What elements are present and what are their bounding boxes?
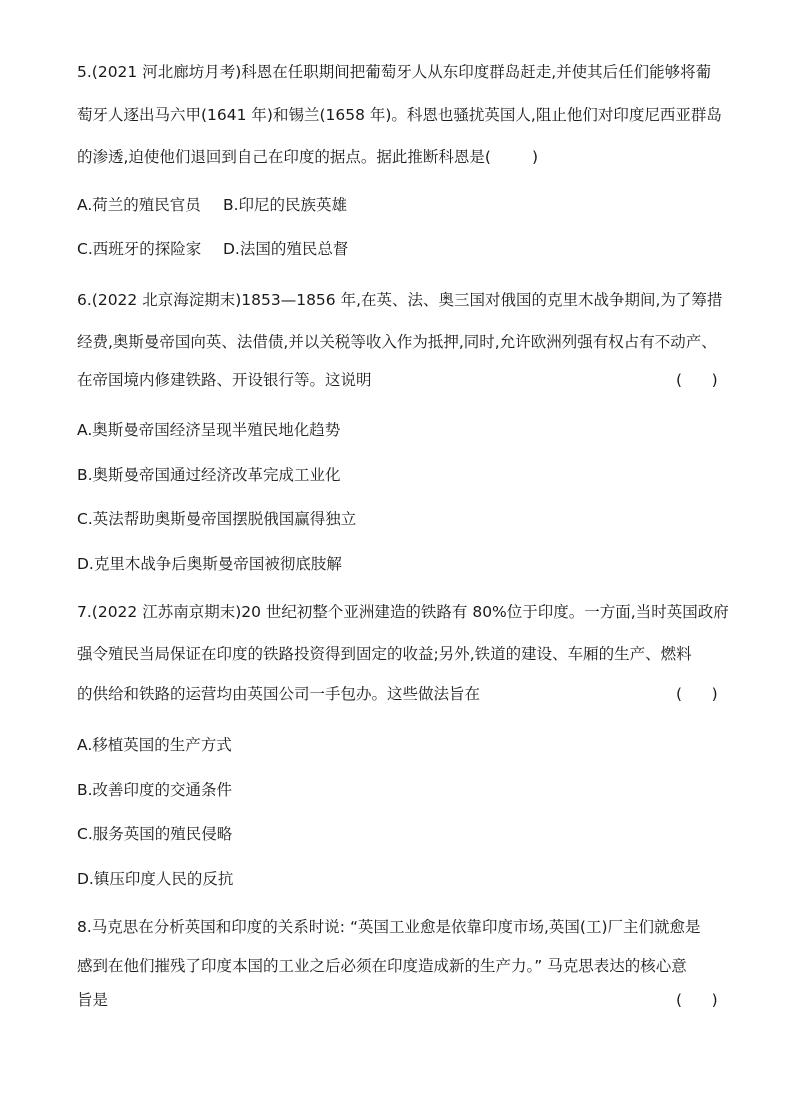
question-6-option-d[interactable]: D.克里木战争后奥斯曼帝国被彻底肢解 bbox=[77, 555, 342, 573]
question-7-option-c[interactable]: C.服务英国的殖民侵略 bbox=[77, 825, 233, 843]
question-7-line-1: 7.(2022 江苏南京期末)20 世纪初整个亚洲建造的铁路有 80%位于印度。一方面,当时英国政府 bbox=[77, 603, 729, 621]
question-6-answer-paren[interactable]: ( ) bbox=[676, 371, 718, 389]
question-6-option-a[interactable]: A.奥斯曼帝国经济呈现半殖民地化趋势 bbox=[77, 421, 341, 439]
question-7-line-3: 的供给和铁路的运营均由英国公司一手包办。这些做法旨在 bbox=[77, 685, 481, 703]
question-5-line-2: 萄牙人逐出马六甲(1641 年)和锡兰(1658 年)。科恩也骚扰英国人,阻止他们对印度尼西亚群岛 bbox=[77, 106, 722, 124]
question-6-line-2: 经费,奥斯曼帝国向英、法借债,并以关税等收入作为抵押,同时,允许欧洲列强有权占有不动产、 bbox=[77, 333, 717, 351]
question-8-answer-paren[interactable]: ( ) bbox=[676, 991, 718, 1009]
question-5-line-3: 的渗透,迫使他们退回到自己在印度的据点。据此推断科恩是( bbox=[77, 148, 491, 166]
question-5-option-c[interactable]: C.西班牙的探险家 bbox=[77, 240, 202, 258]
question-5-line-1: 5.(2021 河北廊坊月考)科恩在任职期间把葡萄牙人从东印度群岛赶走,并使其后任们能够将葡 bbox=[77, 63, 712, 81]
question-5-option-a[interactable]: A.荷兰的殖民官员 bbox=[77, 196, 201, 214]
question-8-line-2: 感到在他们摧残了印度本国的工业之后必须在印度造成新的生产力。” 马克思表达的核心意 bbox=[77, 957, 687, 975]
question-6-option-c[interactable]: C.英法帮助奥斯曼帝国摆脱俄国赢得独立 bbox=[77, 510, 357, 528]
question-7-answer-paren[interactable]: ( ) bbox=[676, 685, 718, 703]
question-7-option-d[interactable]: D.镇压印度人民的反抗 bbox=[77, 870, 234, 888]
question-7-line-2: 强令殖民当局保证在印度的铁路投资得到固定的收益;另外,铁道的建设、车厢的生产、燃料 bbox=[77, 645, 692, 663]
question-8-line-3: 旨是 bbox=[77, 991, 109, 1009]
question-5-option-b[interactable]: B.印尼的民族英雄 bbox=[223, 196, 348, 214]
question-7-option-b[interactable]: B.改善印度的交通条件 bbox=[77, 781, 233, 799]
question-8-line-1: 8.马克思在分析英国和印度的关系时说: “英国工业愈是依靠印度市场,英国(工)厂主们就愈是 bbox=[77, 918, 701, 936]
question-6-line-1: 6.(2022 北京海淀期末)1853—1856 年,在英、法、奥三国对俄国的克里木战争期间,为了筹措 bbox=[77, 291, 723, 309]
question-6-line-3: 在帝国境内修建铁路、开设银行等。这说明 bbox=[77, 371, 372, 389]
question-5-option-d[interactable]: D.法国的殖民总督 bbox=[223, 240, 349, 258]
question-6-option-b[interactable]: B.奥斯曼帝国通过经济改革完成工业化 bbox=[77, 466, 341, 484]
question-5-options-row-1 bbox=[77, 195, 347, 215]
question-7-option-a[interactable]: A.移植英国的生产方式 bbox=[77, 736, 232, 754]
question-5-paren-close: ) bbox=[532, 148, 539, 166]
question-5-options-row-2 bbox=[77, 239, 348, 259]
